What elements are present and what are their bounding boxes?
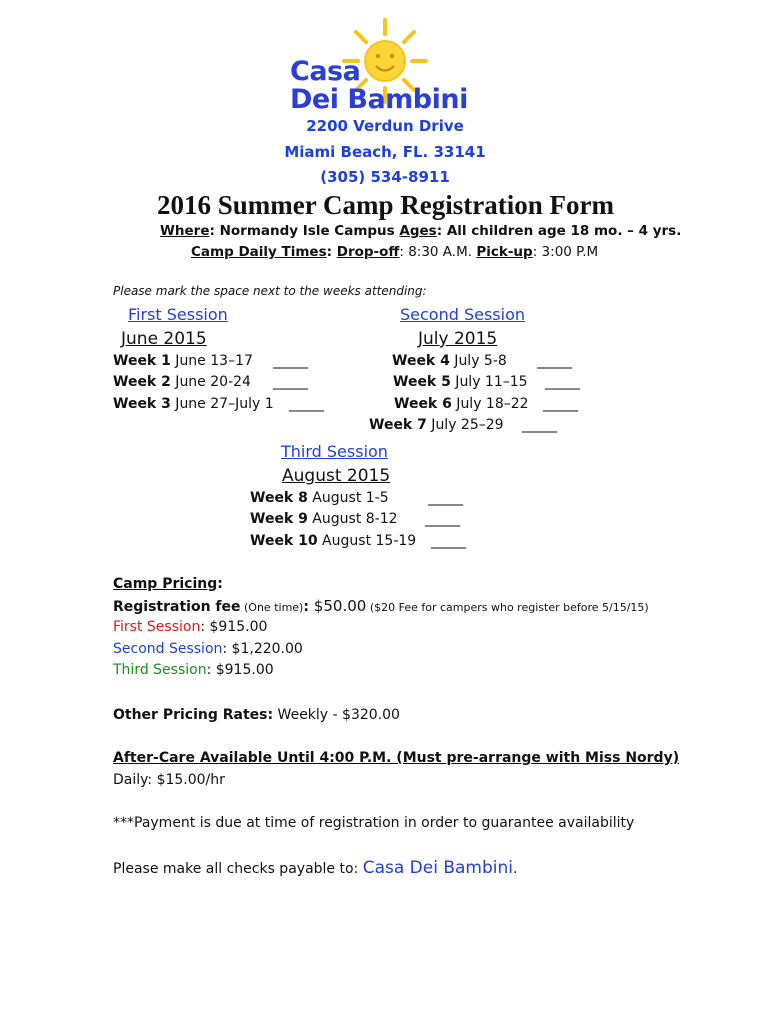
week-7-blank[interactable]: _____ (522, 417, 557, 433)
checks-line (113, 858, 517, 878)
week-dates: June 13–17 (170, 353, 253, 369)
other-rates-label: Other Pricing Rates: (113, 707, 274, 723)
payment-note: ***Payment is due at time of registration in order to guarantee availability (113, 815, 635, 831)
instruction-text: Please mark the space next to the weeks attending: (113, 284, 427, 298)
first-session-price-amount: : $915.00 (200, 619, 268, 635)
registration-fee-colon: : (303, 599, 314, 615)
checks-payee: Casa Dei Bambini (362, 858, 513, 878)
aftercare-heading: After-Care Available Until 4:00 P.M. (Must pre-arrange with Miss Nordy) (113, 750, 680, 766)
other-rates-line (113, 707, 400, 723)
week-label: Week 3 (113, 396, 171, 412)
third-session-price-label: Third Session (113, 662, 207, 678)
dropoff-value: : 8:30 A.M. (399, 244, 477, 260)
week-dates: August 1-5 (307, 490, 389, 506)
where-line (160, 223, 681, 239)
times-label: Camp Daily Times (191, 244, 327, 260)
week-9-row (250, 511, 398, 527)
second-session-price (113, 641, 303, 657)
week-2-row (113, 374, 251, 390)
logo-line-1: Casa (290, 56, 361, 87)
week-label: Week 4 (392, 353, 450, 369)
pricing-heading-colon: : (217, 576, 223, 592)
week-1-row (113, 353, 253, 369)
week-4-blank[interactable]: _____ (537, 353, 572, 369)
week-8-blank[interactable]: _____ (428, 490, 463, 506)
times-line (191, 244, 598, 260)
week-9-blank[interactable]: _____ (425, 511, 460, 527)
pickup-value: : 3:00 P.M (532, 244, 599, 260)
pickup-label: Pick-up (476, 244, 533, 260)
week-label: Week 2 (113, 374, 171, 390)
ages-value: : All children age 18 mo. – 4 yrs. (436, 223, 682, 239)
first-session-month: June 2015 (121, 329, 207, 349)
week-5-row (393, 374, 528, 390)
where-value: : Normandy Isle Campus (209, 223, 400, 239)
week-6-row (394, 396, 529, 412)
week-label: Week 9 (250, 511, 308, 527)
times-sep: : (326, 244, 337, 260)
checks-text: Please make all checks payable to: (113, 861, 363, 877)
week-label: Week 5 (393, 374, 451, 390)
week-dates: June 20-24 (170, 374, 251, 390)
week-1-blank[interactable]: _____ (273, 353, 308, 369)
third-session-price-amount: : $915.00 (206, 662, 274, 678)
registration-fee-discount: ($20 Fee for campers who register before 5/15/15) (366, 601, 649, 614)
pricing-heading-text: Camp Pricing (113, 576, 218, 592)
week-7-row (369, 417, 504, 433)
city-address: Miami Beach, FL. 33141 (284, 143, 486, 161)
week-3-blank[interactable]: _____ (289, 396, 324, 412)
second-session-price-label: Second Session (113, 641, 223, 657)
second-session-price-amount: : $1,220.00 (222, 641, 303, 657)
ages-label: Ages (399, 223, 437, 239)
week-dates: July 25–29 (426, 417, 504, 433)
first-session-price-label: First Session (113, 619, 201, 635)
week-8-row (250, 490, 389, 506)
week-dates: August 8-12 (307, 511, 398, 527)
week-10-row (250, 533, 416, 549)
first-session-title: First Session (128, 305, 228, 324)
phone-number: (305) 534-8911 (320, 168, 450, 186)
week-dates: August 15-19 (317, 533, 417, 549)
registration-fee-note: (One time) (240, 601, 304, 614)
third-session-title: Third Session (281, 442, 388, 461)
week-4-row (392, 353, 507, 369)
week-dates: July 11–15 (450, 374, 528, 390)
other-rates-value: Weekly - $320.00 (273, 707, 400, 723)
street-address: 2200 Verdun Drive (306, 117, 464, 135)
third-session-price (113, 662, 274, 678)
where-label: Where (160, 223, 210, 239)
registration-fee-amount: $50.00 (313, 597, 367, 615)
aftercare-daily: Daily: $15.00/hr (113, 772, 225, 788)
week-5-blank[interactable]: _____ (545, 374, 580, 390)
week-2-blank[interactable]: _____ (273, 374, 308, 390)
registration-fee-line (113, 597, 649, 615)
week-6-blank[interactable]: _____ (543, 396, 578, 412)
pricing-heading (113, 576, 223, 592)
week-dates: July 5-8 (449, 353, 507, 369)
page-title: 2016 Summer Camp Registration Form (157, 190, 614, 220)
week-dates: June 27–July 1 (170, 396, 274, 412)
week-10-blank[interactable]: _____ (431, 533, 466, 549)
registration-fee-label: Registration fee (113, 599, 241, 615)
dropoff-label: Drop-off (336, 244, 400, 260)
second-session-month: July 2015 (418, 329, 498, 349)
week-label: Week 7 (369, 417, 427, 433)
first-session-price (113, 619, 267, 635)
week-3-row (113, 396, 274, 412)
week-dates: July 18–22 (451, 396, 529, 412)
third-session-month: August 2015 (282, 466, 391, 486)
logo-line-2: Dei Bambini (290, 84, 468, 115)
week-label: Week 6 (394, 396, 452, 412)
checks-end: . (513, 861, 518, 877)
week-label: Week 1 (113, 353, 171, 369)
week-label: Week 10 (250, 533, 318, 549)
week-label: Week 8 (250, 490, 308, 506)
second-session-title: Second Session (400, 305, 526, 324)
